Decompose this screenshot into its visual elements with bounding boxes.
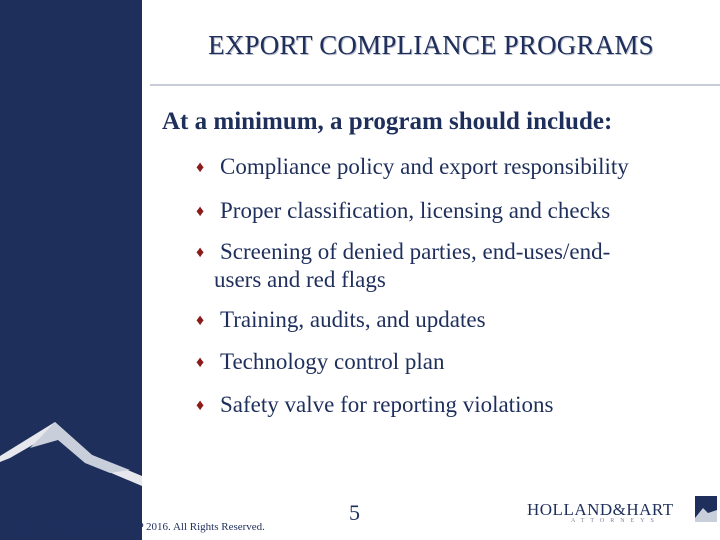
- bullet-item: [196, 348, 696, 376]
- mountain-graphic: [0, 400, 142, 510]
- bullet-item: [196, 197, 696, 225]
- diamond-bullet-icon: ♦: [196, 312, 205, 329]
- page-number: 5: [349, 500, 360, 525]
- bullet-item: [196, 391, 696, 419]
- bullet-text: Technology control plan: [220, 349, 445, 374]
- diamond-bullet-icon: ♦: [196, 159, 205, 176]
- bullet-text: Compliance policy and export responsibility: [220, 154, 629, 179]
- holland-hart-logo: [527, 496, 717, 526]
- slide-title: EXPORT COMPLIANCE PROGRAMS: [208, 30, 654, 60]
- logo-mountain-icon: [695, 496, 717, 522]
- bullet-text: Safety valve for reporting violations: [220, 392, 554, 417]
- bullet-text-continuation: users and red flags: [214, 267, 386, 292]
- bullet-text: Proper classification, licensing and checks: [220, 198, 611, 223]
- bullet-item: [196, 153, 696, 181]
- logo-wordmark: HOLLAND&HART: [527, 500, 674, 519]
- diamond-bullet-icon: ♦: [196, 203, 205, 220]
- diamond-bullet-icon: ♦: [196, 397, 205, 414]
- logo-subtitle: ATTORNEYS: [571, 518, 660, 524]
- diamond-bullet-icon: ♦: [196, 354, 205, 371]
- bullet-item: [196, 238, 696, 293]
- copyright-text: Copyright Holland & Hart LLP 2016. All Rights Reserved.: [5, 521, 265, 533]
- diamond-bullet-icon: ♦: [196, 244, 205, 261]
- bullet-item: [196, 306, 696, 334]
- bullet-text: Training, audits, and updates: [220, 307, 486, 332]
- bullet-text: Screening of denied parties, end-uses/end-: [220, 239, 611, 264]
- lead-text: At a minimum, a program should include:: [162, 108, 613, 135]
- title-divider: [150, 84, 720, 86]
